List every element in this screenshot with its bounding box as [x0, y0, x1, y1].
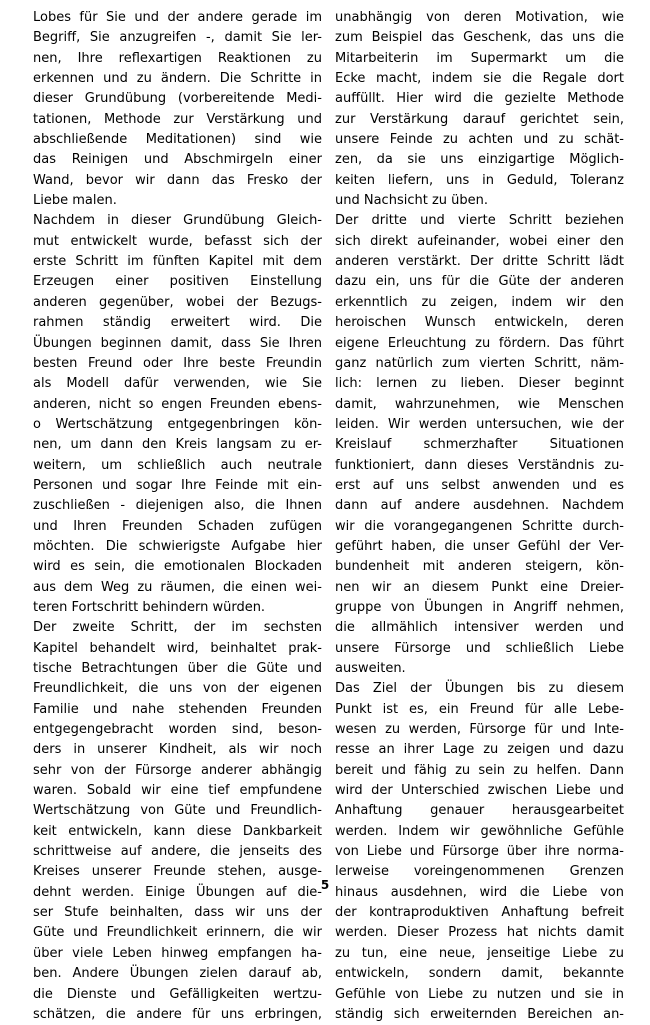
text-line: eigene Erleuchtung zu fördern. Das führt [335, 335, 624, 351]
text-line: damit, wahrzunehmen, wie Menschen [335, 396, 624, 412]
text-line: heroischen Wunsch entwickeln, deren [335, 315, 624, 331]
text-line: ders in unserer Kindheit, als wir noch [33, 742, 322, 758]
text-line: Ecke macht, indem sie die Regale dort [335, 71, 624, 87]
text-line: werden. Dieser Prozess hat nichts damit [335, 925, 624, 941]
text-line: Anhaftung genauer herausgearbeitet [335, 803, 624, 819]
text-line: mut entwickelt wurde, befasst sich der [33, 233, 322, 249]
text-line: lich: lernen zu lieben. Dieser beginnt [335, 376, 624, 392]
text-line: Lobes für Sie und der andere gerade im [33, 10, 322, 25]
text-line: Güte und Freundlichkeit erinnern, die wir [33, 925, 322, 941]
text-line: hinaus ausdehnen, wird die Liebe von [335, 884, 624, 900]
text-line: über viele Leben hinweg empfangen ha- [33, 945, 322, 961]
text-line: dieser Grundübung (vorbereitende Medi- [33, 91, 322, 107]
text-line: teren Fortschritt behindern würden. [33, 599, 266, 615]
text-line: der kontraproduktiven Anhaftung befreit [335, 905, 624, 921]
text-line: möchten. Die schwierigste Aufgabe hier [33, 538, 322, 554]
text-line: ser Stufe beinhalten, dass wir uns der [33, 905, 322, 921]
text-line: zuschließen - diejenigen also, die Ihnen [33, 498, 322, 514]
text-line: zu tun, eine neue, jenseitige Liebe zu [335, 945, 624, 961]
text-line: entgegengebracht worden sind, beson- [33, 722, 322, 738]
text-line: als Modell dafür verwenden, wie Sie [33, 376, 322, 392]
text-line: unsere Feinde zu achten und zu schät- [335, 132, 624, 148]
text-line: schrittweise auf andere, die jenseits des [33, 844, 322, 860]
text-line: Wertschätzung von Güte und Freundlich- [33, 803, 322, 819]
text-line: abschließende Meditationen) sind wie [33, 132, 322, 148]
text-line: sich direkt aufeinander, wobei einer den [335, 233, 624, 249]
text-line: ausweiten. [335, 661, 406, 676]
text-line: besten Freund oder Ihre beste Freundin [33, 355, 322, 371]
text-line: geführt haben, die unser Gefühl der Ver- [335, 538, 624, 554]
text-line: rahmen ständig erweitert wird. Die [33, 315, 322, 331]
text-line: ben. Andere Übungen zielen darauf ab, [33, 966, 322, 982]
text-line: Erzeugen einer positiven Einstellung [33, 274, 322, 290]
text-line: tationen, Methode zur Verstärkung und [33, 111, 322, 127]
text-line: anderen gegenüber, wobei der Bezugs- [33, 294, 322, 310]
text-line: anderen, nicht so engen Freunden ebens- [33, 396, 322, 412]
text-line: erkennen und zu ändern. Die Schritte in [33, 71, 322, 87]
text-line: Liebe malen. [33, 193, 117, 209]
page-number: 5 [320, 878, 330, 892]
text-line: wird es sein, die emotionalen Blockaden [33, 559, 322, 575]
text-line: dehnt werden. Einige Übungen auf die- [33, 884, 322, 900]
text-line: Nachdem in dieser Grundübung Gleich- [33, 213, 322, 229]
text-line: nen, Ihre reflexartigen Reaktionen zu [33, 50, 322, 66]
text-line: anderen verstärkt. Der dritte Schritt lädt [335, 254, 624, 270]
text-line: aus dem Weg zu räumen, die einen wei- [33, 579, 322, 595]
text-line: wesen zu werden, Fürsorge für und Inte- [335, 722, 624, 738]
text-line: erst auf uns selbst anwenden und es [335, 477, 624, 493]
text-line: nen wir an diesem Punkt eine Dreier- [335, 579, 624, 595]
text-line: erkenntlich zu zeigen, indem wir den [335, 294, 624, 310]
text-line: zen, da sie uns einzigartige Möglich- [335, 152, 624, 168]
text-line: werden. Indem wir gewöhnliche Gefühle [335, 823, 624, 839]
text-line: Übungen beginnen damit, dass Sie Ihren [33, 335, 322, 351]
text-line: Punkt ist es, ein Freund für alle Lebe- [335, 701, 624, 717]
text-line: Begriff, Sie anzugreifen -, damit Sie ler- [33, 30, 322, 46]
right-column [335, 8, 624, 1025]
text-line: Das Ziel der Übungen bis zu diesem [335, 681, 624, 697]
text-line: leiden. Wir werden untersuchen, wie der [335, 416, 624, 432]
text-line: erste Schritt im fünften Kapitel mit dem [33, 254, 322, 270]
text-line: waren. Sobald wir eine tief empfundene [33, 783, 322, 799]
text-line: Mitarbeiterin im Supermarkt um die [335, 50, 624, 66]
text-line: Gefühle von Liebe zu nutzen und sie in [335, 986, 624, 1002]
text-line: dazu ein, uns für die Güte der anderen [335, 274, 624, 290]
text-line: funktioniert, dann dieses Verständnis zu- [335, 457, 624, 473]
text-line: entwickeln, sondern damit, bekannte [335, 966, 624, 982]
text-line: zum Beispiel das Geschenk, das uns die [335, 30, 624, 46]
text-line: Personen und sogar Ihre Feinde mit ein- [33, 477, 322, 493]
text-line: resse an ihrer Lage zu zeigen und dazu [335, 742, 624, 758]
text-line: bereit und fähig zu sein zu helfen. Dann [335, 762, 624, 778]
text-line: das Reinigen und Abschmirgeln einer [33, 152, 322, 168]
text-line: ganz natürlich zum vierten Schritt, näm- [335, 355, 624, 371]
text-line: Wand, bevor wir dann das Fresko der [33, 172, 322, 188]
text-line: nen, um dann den Kreis langsam zu er- [33, 437, 322, 453]
text-line: keit entwickeln, kann diese Dankbarkeit [33, 823, 322, 839]
text-line: sehr von der Fürsorge anderer abhängig [33, 762, 322, 778]
text-line: bundenheit mit anderen steigern, kön- [335, 559, 624, 575]
text-line: wir die vorangegangenen Schritte durch- [335, 518, 624, 534]
left-column [33, 8, 322, 1025]
text-line: wird der Unterschied zwischen Liebe und [335, 783, 624, 799]
text-line: auffüllt. Hier wird die gezielte Methode [335, 91, 624, 107]
text-line: von Liebe und Fürsorge über ihre norma- [335, 844, 624, 860]
text-line: o Wertschätzung entgegenbringen kön- [33, 416, 322, 432]
text-line: weitern, um schließlich auch neutrale [33, 457, 322, 473]
text-line: Kapitel behandelt wird, beinhaltet prak- [33, 640, 322, 656]
text-line: gruppe von Übungen in Angriff nehmen, [335, 599, 624, 615]
text-line: Freundlichkeit, die uns von der eigenen [33, 681, 322, 697]
text-line: lerweise voreingenommenen Grenzen [335, 864, 624, 880]
text-line: tische Betrachtungen über die Güte und [33, 661, 322, 676]
text-line: Der zweite Schritt, der im sechsten [33, 620, 322, 636]
text-line: zur Verstärkung darauf gerichtet sein, [335, 111, 624, 127]
text-line: und Nachsicht zu üben. [335, 193, 488, 209]
text-line: ständig sich erweiternden Bereichen an- [335, 1006, 624, 1022]
text-line: unsere Fürsorge und schließlich Liebe [335, 640, 624, 656]
text-line: Kreislauf schmerzhafter Situationen [335, 437, 624, 453]
text-line: dann auf andere ausdehnen. Nachdem [335, 498, 624, 514]
text-line: die Dienste und Gefälligkeiten wertzu- [33, 986, 322, 1002]
text-line: und Ihren Freunden Schaden zufügen [33, 518, 322, 534]
text-line: Familie und nahe stehenden Freunden [33, 701, 322, 717]
text-line: unabhängig von deren Motivation, wie [335, 10, 624, 25]
text-line: schätzen, die andere für uns erbringen, [33, 1006, 322, 1022]
text-line: keiten liefern, uns in Geduld, Toleranz [335, 172, 624, 188]
text-line: die allmählich intensiver werden und [335, 620, 624, 636]
text-line: Kreises unserer Freunde stehen, ausge- [33, 864, 322, 880]
text-line: Der dritte und vierte Schritt beziehen [335, 213, 624, 229]
